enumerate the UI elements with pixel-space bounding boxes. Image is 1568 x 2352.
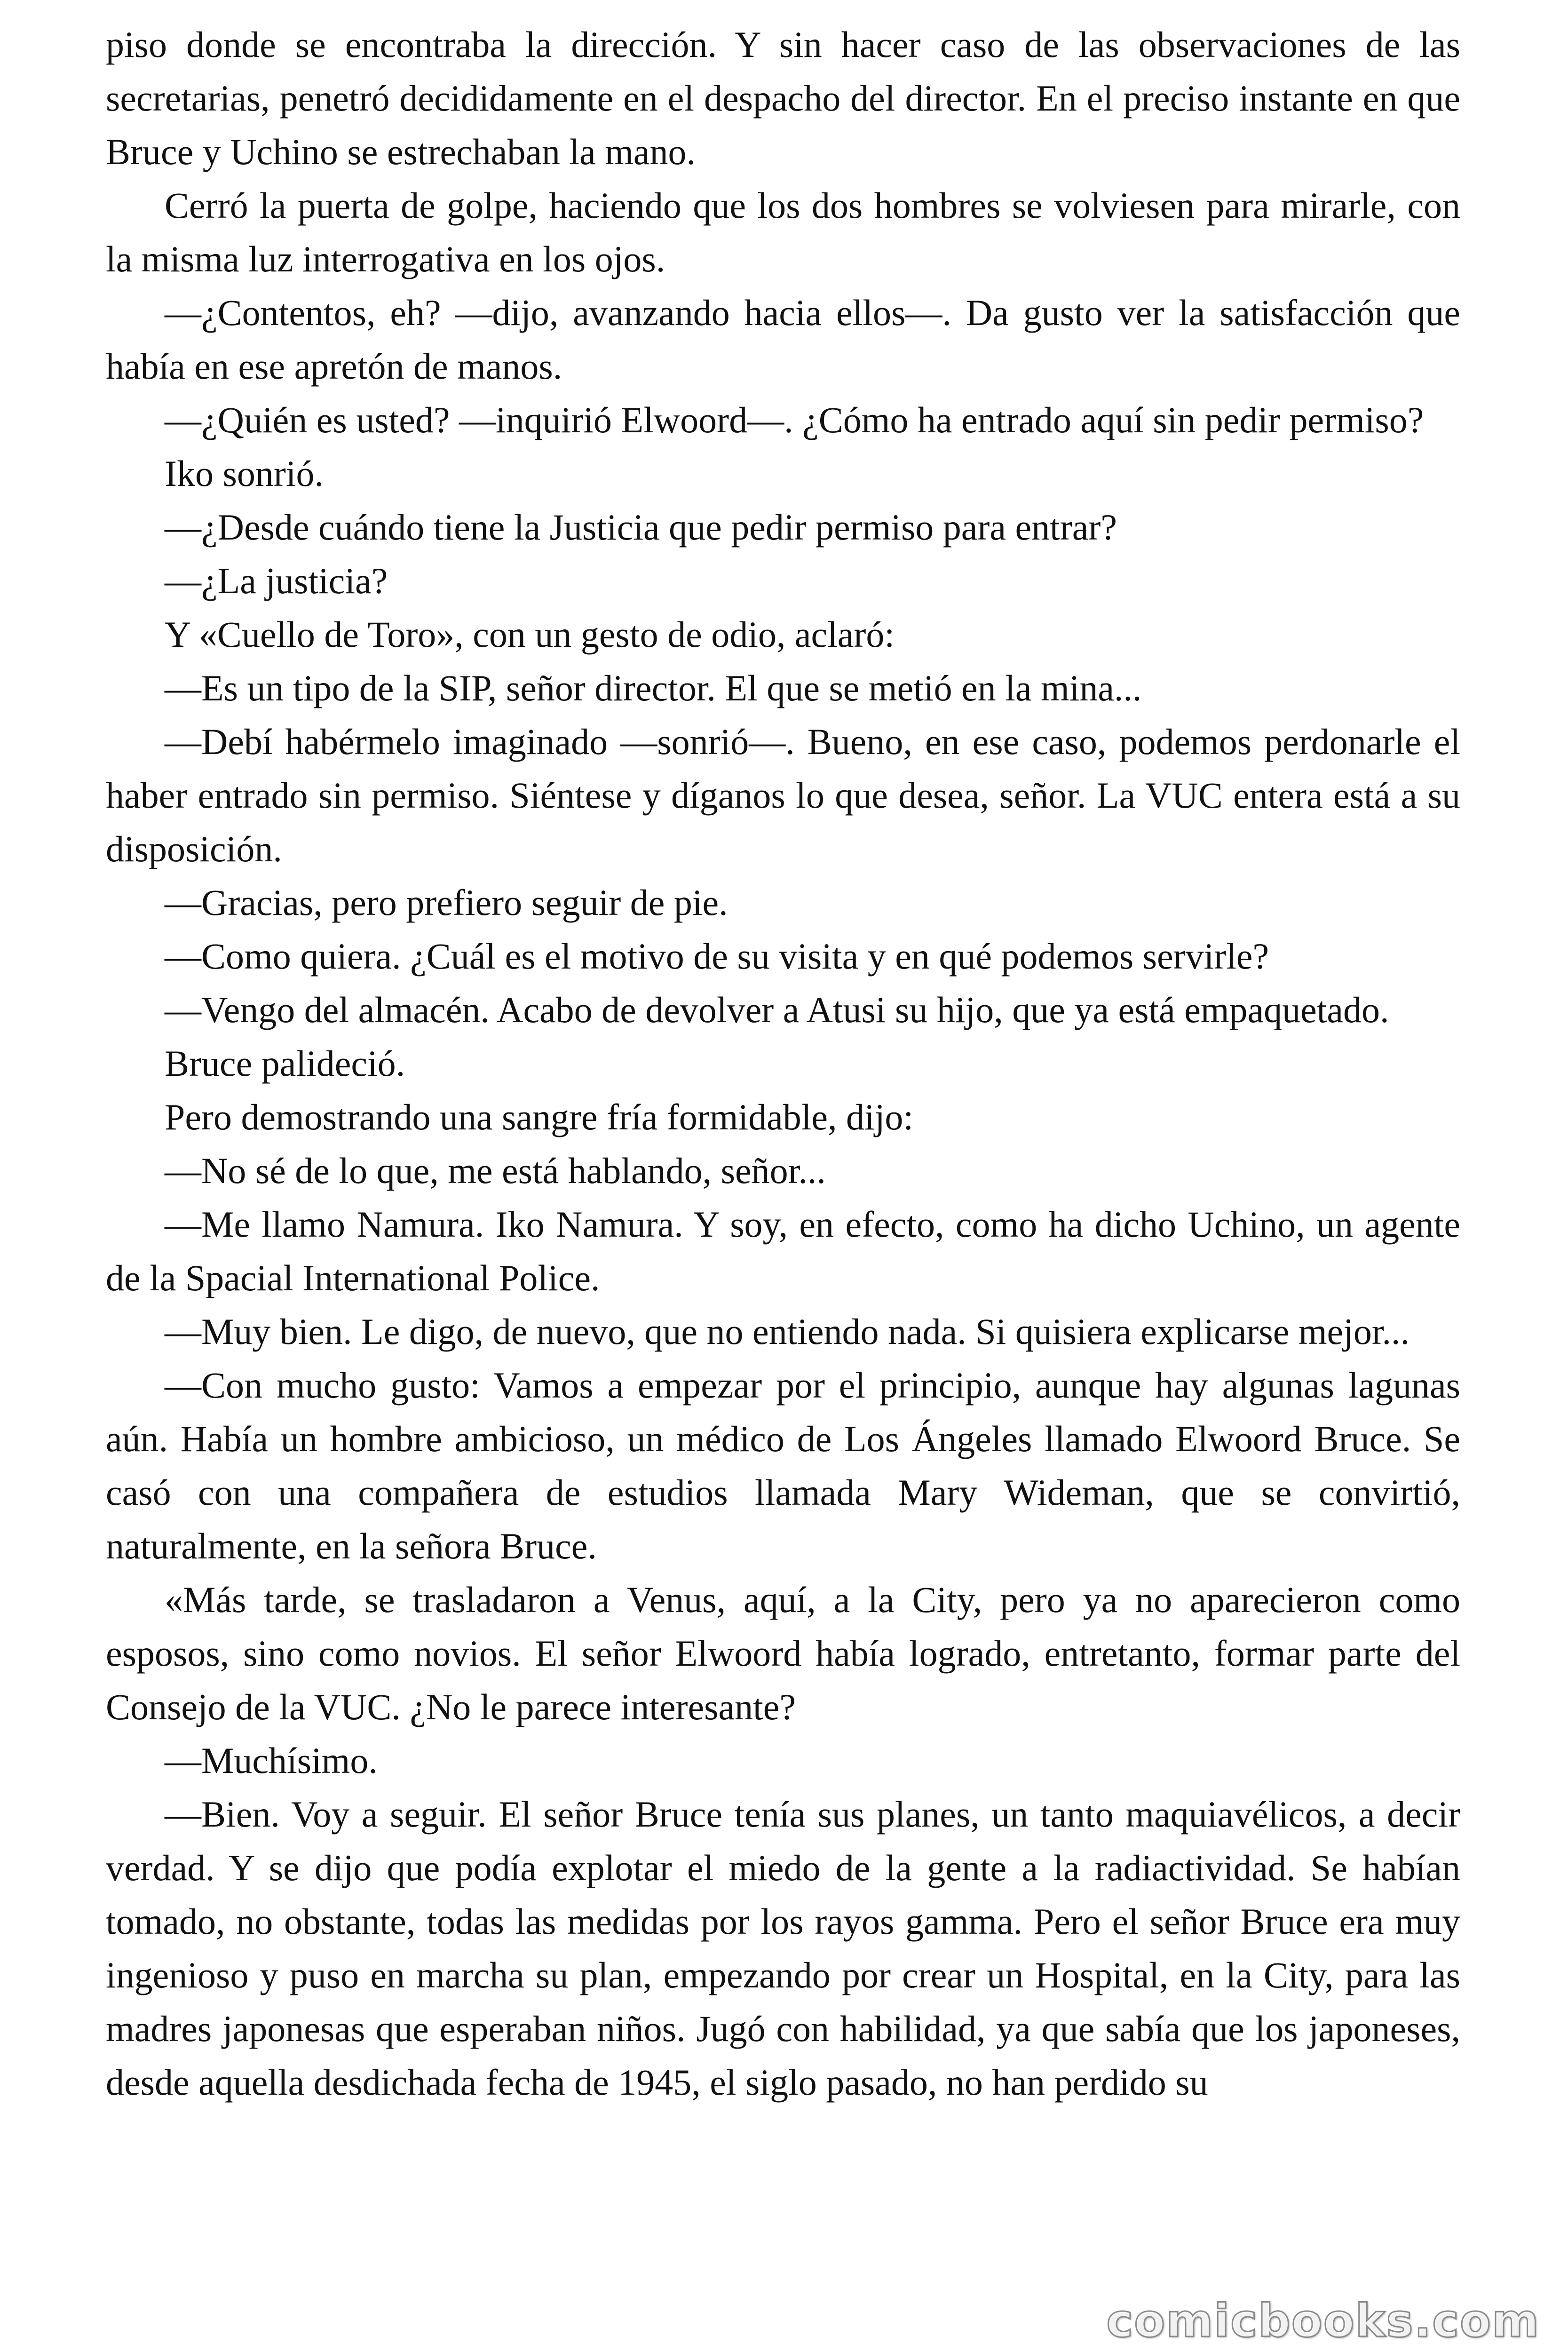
paragraph-9: —Es un tipo de la SIP, señor director. El que se metió en la mina...: [165, 667, 1142, 708]
paragraph-7: —¿La justicia?: [165, 560, 388, 601]
paragraph-6: —¿Desde cuándo tiene la Justicia que pedir permiso para entrar?: [165, 507, 1117, 548]
paragraph-15: Pero demostrando una sangre fría formidable, dijo:: [165, 1097, 914, 1137]
paragraph-22: —Bien. Voy a seguir. El señor Bruce tenía sus planes, un tanto maquiavélicos, a decir verdad. Y se dijo que podía explotar el miedo de la gente a la radiactividad. Se habían tomado, no obstante, todas las medidas por los rayos gamma. Pero el señor Bruce era muy ingenioso y puso en marcha su plan, empezando por crear un Hospital, en la City, para las madres japonesas que esperaban niños. Jugó con habilidad, ya que sabía que los japoneses, desde aquella desdichada fecha de 1945, el siglo pasado, no han perdido su: [106, 1794, 1460, 2103]
paragraph-12: —Como quiera. ¿Cuál es el motivo de su visita y en qué podemos servirle?: [165, 936, 1269, 977]
paragraph-18: —Muy bien. Le digo, de nuevo, que no entiendo nada. Si quisiera explicarse mejor...: [165, 1311, 1410, 1352]
paragraph-13: —Vengo del almacén. Acabo de devolver a Atusi su hijo, que ya está empaquetado.: [165, 989, 1389, 1030]
paragraph-14: Bruce palideció.: [165, 1043, 405, 1084]
book-page-text: [106, 18, 1460, 2109]
paragraph-11: —Gracias, pero prefiero seguir de pie.: [165, 882, 728, 923]
paragraph-21: —Muchísimo.: [165, 1740, 378, 1781]
paragraph-5: Iko sonrió.: [165, 453, 324, 494]
paragraph-1: piso donde se encontraba la dirección. Y sin hacer caso de las observaciones de las secretarias, penetró decididamente en el despacho del director. En el preciso instante en que Bruce y Uchino se estrechaban la mano.: [106, 24, 1460, 172]
paragraph-19: —Con mucho gusto: Vamos a empezar por el principio, aunque hay algunas lagunas aún. Había un hombre ambicioso, un médico de Los Ángeles llamado Elwoord Bruce. Se casó con una compañera de estudios llamada Mary Wideman, que se convirtió, naturalmente, en la señora Bruce.: [106, 1365, 1460, 1566]
paragraph-16: —No sé de lo que, me está hablando, señor...: [165, 1150, 826, 1191]
paragraph-2: Cerró la puerta de golpe, haciendo que los dos hombres se volviesen para mirarle, con la misma luz interrogativa en los ojos.: [106, 185, 1460, 279]
paragraph-8: Y «Cuello de Toro», con un gesto de odio, aclaró:: [165, 614, 895, 655]
paragraph-20: «Más tarde, se trasladaron a Venus, aquí, a la City, pero ya no aparecieron como esposos, sino como novios. El señor Elwoord había logrado, entretanto, formar parte del Consejo de la VUC. ¿No le parece interesante?: [106, 1579, 1460, 1727]
paragraph-4: —¿Quién es usted? —inquirió Elwoord—. ¿Cómo ha entrado aquí sin pedir permiso?: [165, 399, 1424, 440]
paragraph-17: —Me llamo Namura. Iko Namura. Y soy, en efecto, como ha dicho Uchino, un agente de la Spacial International Police.: [106, 1204, 1460, 1298]
site-watermark: comicbooks.com: [1106, 2295, 1540, 2347]
paragraph-3: —¿Contentos, eh? —dijo, avanzando hacia ellos—. Da gusto ver la satisfacción que había en ese apretón de manos.: [106, 292, 1460, 387]
paragraph-10: —Debí habérmelo imaginado —sonrió—. Bueno, en ese caso, podemos perdonarle el haber entrado sin permiso. Siéntese y díganos lo que desea, señor. La VUC entera está a su disposición.: [106, 721, 1460, 869]
